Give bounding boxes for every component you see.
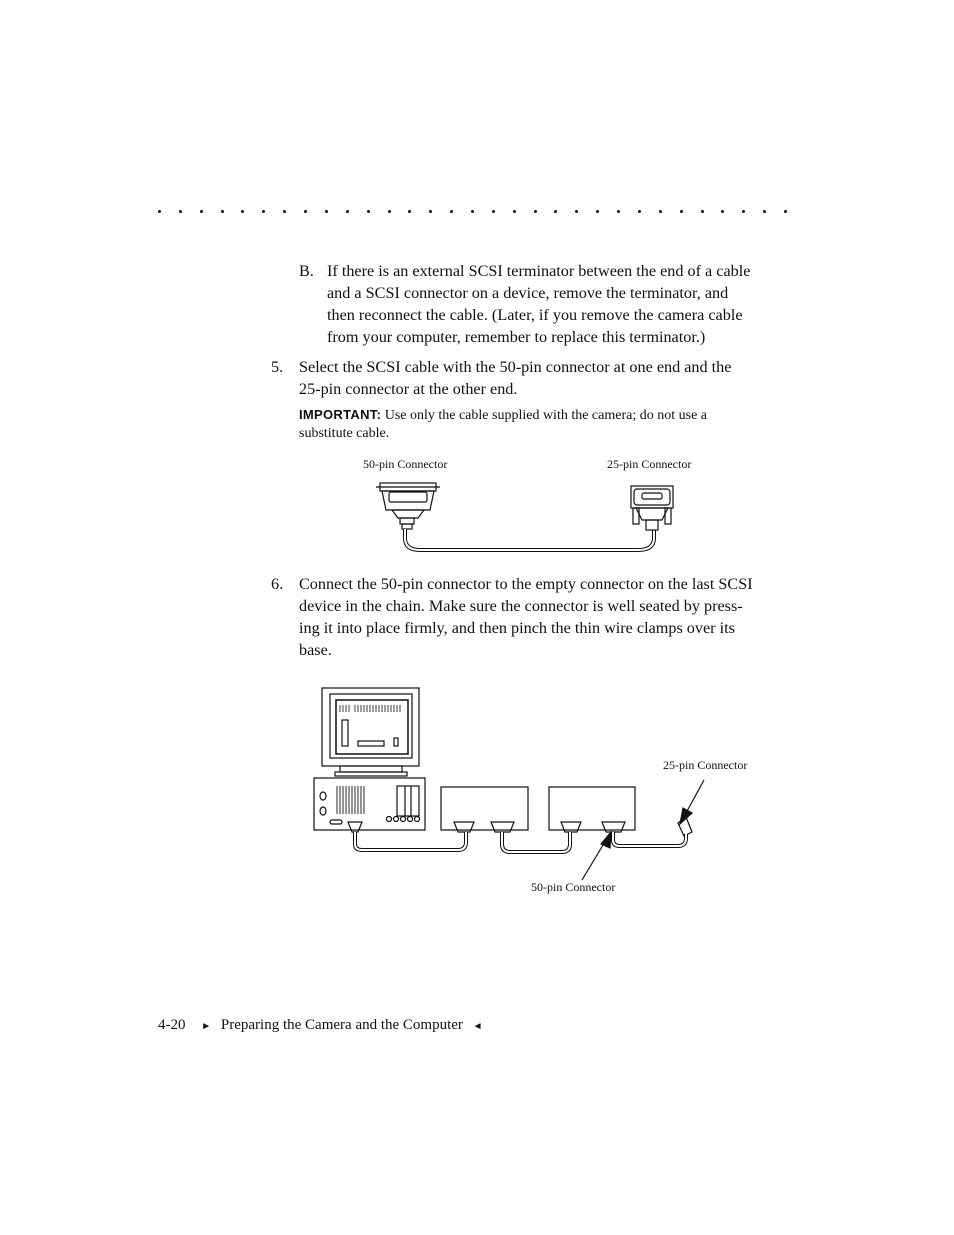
header-dot xyxy=(554,210,557,213)
page-footer xyxy=(158,1017,483,1034)
header-dot xyxy=(659,210,662,213)
header-dot xyxy=(617,210,620,213)
header-dot xyxy=(680,210,683,213)
header-dot xyxy=(241,210,244,213)
header-dot xyxy=(221,210,224,213)
important-text: Use only the cable supplied with the camera; do not use a xyxy=(381,408,707,423)
step-6-line: device in the chain. Make sure the connector is well seated by press- xyxy=(299,597,743,615)
25-pin-connector-icon xyxy=(631,486,673,530)
pointer-arrowhead-25pin xyxy=(680,808,692,824)
computer-cpu-icon xyxy=(314,778,425,830)
pointer-arrow-50pin xyxy=(582,840,606,880)
connector-icon xyxy=(348,817,692,836)
step-6-line: Connect the 50-pin connector to the empty connector on the last SCSI xyxy=(299,575,753,593)
50-pin-connector-icon xyxy=(376,483,440,529)
monitor-icon xyxy=(322,688,419,776)
dotted-header-rule xyxy=(158,204,798,218)
important-text-continued: substitute cable. xyxy=(299,426,390,441)
figure2-label-50pin: 50-pin Connector xyxy=(531,880,616,894)
header-dot xyxy=(388,210,391,213)
step-b-line: from your computer, remember to replace this terminator.) xyxy=(327,328,706,346)
scsi-chain-figure xyxy=(300,680,720,880)
step-b-line: and a SCSI connector on a device, remove the terminator, and xyxy=(327,284,729,302)
figure1-label-50pin: 50-pin Connector xyxy=(363,457,448,471)
step-5-line: 25-pin connector at the other end. xyxy=(299,380,518,398)
footer-left-arrow-icon: ► xyxy=(201,1021,212,1032)
header-dot xyxy=(283,210,286,213)
header-dot xyxy=(471,210,474,213)
step-5-marker: 5. xyxy=(271,358,284,376)
step-6-marker: 6. xyxy=(271,575,284,593)
important-label: IMPORTANT: xyxy=(299,407,382,422)
header-dot xyxy=(513,210,516,213)
important-note xyxy=(299,406,779,443)
figure2-label-25pin: 25-pin Connector xyxy=(663,758,748,772)
header-dot xyxy=(784,210,787,213)
step-6-text xyxy=(299,573,804,661)
header-dot xyxy=(408,210,411,213)
step-b-marker: B. xyxy=(299,262,314,280)
step-5-text xyxy=(299,356,799,400)
header-dot xyxy=(638,210,641,213)
step-b-text xyxy=(327,260,797,348)
header-dot xyxy=(701,210,704,213)
step-6-line: ing it into place firmly, and then pinch the thin wire clamps over its xyxy=(299,619,735,637)
header-dot xyxy=(575,210,578,213)
header-dot xyxy=(763,210,766,213)
header-dot xyxy=(262,210,265,213)
header-dot xyxy=(429,210,432,213)
scsi-cable-figure xyxy=(370,478,690,558)
header-dot xyxy=(721,210,724,213)
header-dot xyxy=(596,210,599,213)
section-title: Preparing the Camera and the Computer xyxy=(220,1017,463,1033)
step-b-line: If there is an external SCSI terminator between the end of a cable xyxy=(327,262,751,280)
page-number: 4-20 xyxy=(158,1017,186,1033)
header-dot xyxy=(346,210,349,213)
header-dot xyxy=(742,210,745,213)
step-6-line: base. xyxy=(299,641,332,659)
header-dot xyxy=(325,210,328,213)
scsi-cable xyxy=(355,832,686,852)
header-dot xyxy=(200,210,203,213)
step-b-line: then reconnect the cable. (Later, if you remove the camera cable xyxy=(327,306,743,324)
header-dot xyxy=(492,210,495,213)
header-dot xyxy=(450,210,453,213)
header-dot xyxy=(179,210,182,213)
footer-right-arrow-icon: ◄ xyxy=(472,1021,483,1032)
header-dot xyxy=(304,210,307,213)
header-dot xyxy=(158,210,161,213)
figure1-label-25pin: 25-pin Connector xyxy=(607,457,692,471)
header-dot xyxy=(367,210,370,213)
header-dot xyxy=(534,210,537,213)
step-5-line: Select the SCSI cable with the 50-pin connector at one end and the xyxy=(299,358,732,376)
pointer-arrow-25pin xyxy=(686,780,704,813)
